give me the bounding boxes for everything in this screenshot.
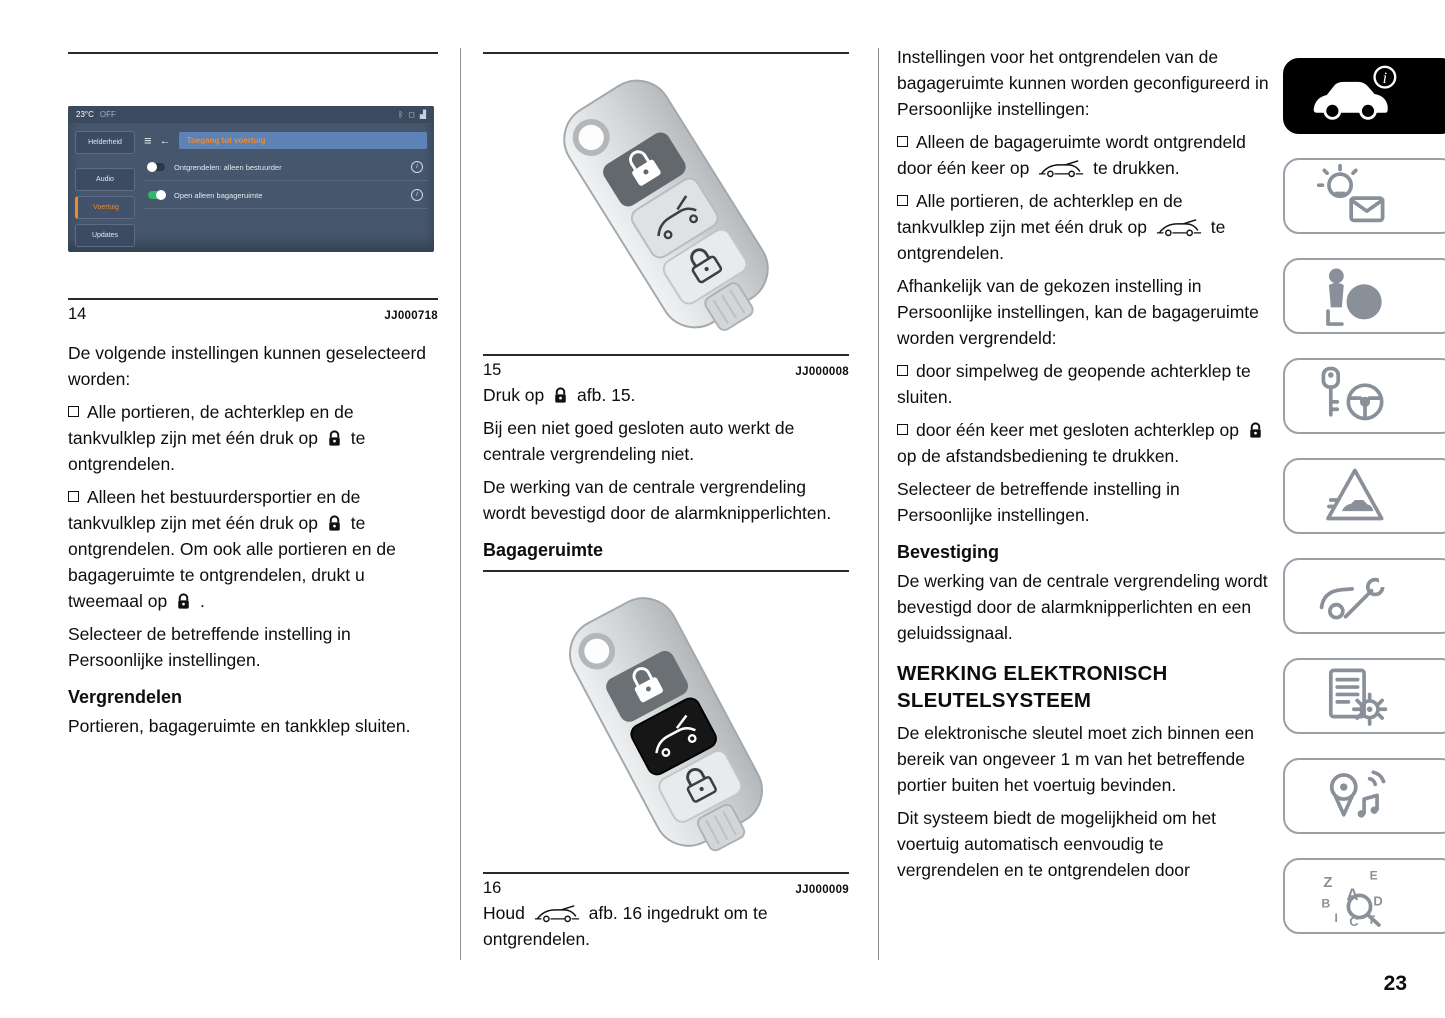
text: afb. 15. — [577, 385, 636, 405]
setting-label: Open alleen bagageruimte — [174, 190, 263, 200]
bullet-item — [897, 129, 1269, 181]
boot-release-icon — [534, 905, 580, 923]
right-column — [897, 44, 1269, 890]
figure-code: JJ000008 — [795, 366, 849, 378]
info-icon: i — [411, 161, 423, 173]
page-number: 23 — [1383, 972, 1407, 995]
left-column — [68, 52, 438, 746]
text: . — [199, 591, 205, 611]
figure-caption — [483, 361, 849, 380]
boot-release-icon — [1038, 160, 1084, 178]
tab-starting-and-driving — [1283, 358, 1445, 434]
bullet-item — [897, 417, 1269, 469]
tab-index — [1283, 858, 1445, 934]
paragraph — [68, 340, 438, 392]
text: De werking van de centrale vergrendeling wordt bevestigd door de alarmknipperlichten. — [483, 477, 832, 523]
paragraph — [483, 382, 849, 408]
svg-text:A: A — [1346, 884, 1359, 904]
figure-code: JJ000718 — [384, 310, 438, 322]
svg-text:B: B — [1321, 896, 1331, 911]
menu-item-helderheid: Helderheid — [75, 131, 135, 154]
toggle-on-icon — [148, 191, 165, 199]
text: Druk op — [483, 385, 545, 405]
figure-16-key-fob-photo — [483, 572, 849, 872]
document-and-gear-icon — [1316, 663, 1390, 730]
climate-off-label: OFF — [99, 110, 116, 119]
info-icon: i — [411, 189, 423, 201]
svg-text:T: T — [1367, 912, 1376, 927]
warning-triangle-car-icon — [1316, 463, 1390, 530]
text: door één keer met gesloten achterklep op — [916, 420, 1239, 440]
key-and-steering-wheel-icon — [1316, 363, 1390, 430]
key-fob-image — [501, 578, 831, 866]
figure-number: 15 — [483, 361, 502, 379]
text: te ontgrendelen. — [897, 217, 1226, 263]
bullet-square-icon — [897, 195, 908, 206]
figure-number: 16 — [483, 879, 502, 897]
paragraph — [897, 805, 1269, 883]
bullet-square-icon — [897, 424, 908, 435]
caption-rule — [483, 354, 849, 356]
paragraph — [68, 713, 438, 739]
paragraph — [897, 476, 1269, 528]
tab-vehicle-info — [1283, 58, 1445, 134]
tab-safety — [1283, 258, 1445, 334]
bluetooth-icon: ᛒ — [398, 110, 404, 119]
text: Dit systeem biedt de mogelijkheid om het voertuig automatisch eenvoudig te vergrendelen en te ontgrendelen door — [897, 808, 1217, 880]
screen-header — [144, 132, 427, 149]
menu-item-audio: Audio — [75, 168, 135, 191]
paragraph — [897, 273, 1269, 351]
temperature-label: 23°C — [76, 110, 94, 119]
paragraph — [483, 474, 849, 526]
text: Alleen de bagageruimte wordt ontgrendeld door één keer op — [897, 132, 1246, 178]
section-heading: Vergrendelen — [68, 687, 183, 707]
setting-row — [144, 181, 427, 209]
figure-14 — [68, 106, 438, 252]
chapter-heading: WERKING ELEKTRONISCH SLEUTELSYSTEEM — [897, 662, 1168, 712]
text: door simpelweg de geopende achterklep te sluiten. — [897, 361, 1251, 407]
svg-text:C: C — [1349, 913, 1359, 929]
text: Alleen het bestuurdersportier en de tankvulklep zijn met één druk op — [68, 487, 361, 533]
lock-button-icon — [176, 592, 191, 611]
warning-lights-and-messages-icon — [1316, 163, 1390, 230]
column-divider — [878, 48, 879, 960]
text: te ontgrendelen. Om ook alle portieren en de bagageruimte te ontgrendelen, drukt u tweemaal op — [68, 513, 396, 611]
key-fob-image — [501, 56, 831, 352]
figure-caption — [483, 879, 849, 898]
section-heading: Bevestiging — [897, 542, 1000, 562]
setting-row — [144, 153, 427, 181]
text: Houd — [483, 903, 525, 923]
screen-title: Toegang tot voertuig — [179, 132, 427, 149]
text: afb. 16 ingedrukt om te ontgrendelen. — [483, 903, 768, 949]
bullet-square-icon — [68, 406, 79, 417]
menu-item-voertuig: Voertuig — [75, 196, 135, 219]
bullet-item — [68, 399, 438, 477]
lock-button-icon — [553, 386, 568, 405]
bullet-square-icon — [68, 491, 79, 502]
middle-column — [483, 52, 849, 959]
navigation-and-audio-icon — [1316, 763, 1390, 830]
text: Afhankelijk van de gekozen instelling in Persoonlijke instellingen, kan de bagageruimte worden vergrendeld: — [897, 276, 1259, 348]
lock-button-icon — [1248, 421, 1263, 440]
svg-text:i: i — [1382, 69, 1388, 87]
tab-multimedia — [1283, 758, 1445, 834]
text: Alle portieren, de achterklep en de tankvulklep zijn met één druk op — [68, 402, 354, 448]
tab-in-an-emergency — [1283, 458, 1445, 534]
menu-item-updates: Updates — [75, 224, 135, 247]
bullet-item — [68, 484, 438, 614]
car-info-icon — [1308, 64, 1398, 128]
toggle-off-icon — [148, 163, 165, 171]
tab-warning-lights-and-messages — [1283, 158, 1445, 234]
top-rule — [68, 52, 438, 54]
paragraph — [483, 415, 849, 467]
bullet-square-icon — [897, 136, 908, 147]
boot-release-icon — [1156, 219, 1202, 237]
text: Bij een niet goed gesloten auto werkt de centrale vergrendeling niet. — [483, 418, 795, 464]
setting-label: Ontgrendelen: alleen bestuurder — [174, 162, 282, 172]
figure-caption — [68, 305, 438, 324]
text: Selecteer de betreffende instelling in Persoonlijke instellingen. — [68, 624, 351, 670]
text: Instellingen voor het ontgrendelen van de bagageruimte kunnen worden geconfigureerd in Persoonlijke instellingen: — [897, 47, 1269, 119]
back-arrow-icon: ← — [159, 134, 171, 147]
paragraph — [68, 621, 438, 673]
lock-button-icon — [327, 429, 342, 448]
paragraph — [897, 720, 1269, 798]
text: De volgende instellingen kunnen geselecteerd worden: — [68, 343, 427, 389]
svg-text:D: D — [1373, 893, 1383, 909]
text: op de afstandsbediening te drukken. — [897, 446, 1180, 466]
figure-code: JJ000009 — [795, 884, 849, 896]
status-icons — [398, 110, 426, 119]
screen-settings-panel — [144, 131, 427, 247]
caption-rule — [68, 298, 438, 300]
bullet-square-icon — [897, 365, 908, 376]
screen-mirroring-icon: ◻ — [408, 110, 415, 119]
text: De werking van de centrale vergrendeling wordt bevestigd door de alarmknipperlichten en een geluidssignaal. — [897, 571, 1268, 643]
text: Selecteer de betreffende instelling in Persoonlijke instellingen. — [897, 479, 1180, 525]
figure-number: 14 — [68, 305, 87, 323]
lock-button-icon — [327, 514, 342, 533]
column-divider — [460, 48, 461, 960]
caption-rule — [483, 872, 849, 874]
alphabetical-index-icon — [1316, 863, 1390, 930]
tab-servicing-and-care — [1283, 558, 1445, 634]
text: Alle portieren, de achterklep en de tankvulklep zijn met één druk op — [897, 191, 1183, 237]
text: Portieren, bagageruimte en tankklep sluiten. — [68, 716, 411, 736]
screen-body — [68, 123, 434, 247]
paragraph — [483, 900, 849, 952]
svg-text:E: E — [1369, 868, 1378, 883]
infotainment-screenshot — [68, 106, 434, 252]
bullet-item — [897, 358, 1269, 410]
bullet-item — [897, 188, 1269, 266]
airbag-safety-icon — [1316, 263, 1390, 330]
tab-technical-data — [1283, 658, 1445, 734]
figure-15-key-fob-photo — [483, 54, 849, 354]
text: te ontgrendelen. — [68, 428, 366, 474]
screen-menu — [75, 131, 135, 247]
section-heading: Bagageruimte — [483, 540, 604, 560]
paragraph — [897, 44, 1269, 122]
car-and-wrench-icon — [1316, 563, 1390, 630]
text: De elektronische sleutel moet zich binnen een bereik van ongeveer 1 m van het betreffende portier buiten het voertuig bevinden. — [897, 723, 1255, 795]
svg-text:Z: Z — [1323, 874, 1333, 891]
signal-icon: ▟ — [419, 110, 426, 119]
svg-text:I: I — [1334, 910, 1338, 925]
hamburger-icon: ≡ — [144, 132, 152, 148]
screen-status-bar — [68, 106, 434, 123]
text: te drukken. — [1093, 158, 1180, 178]
paragraph — [897, 568, 1269, 646]
